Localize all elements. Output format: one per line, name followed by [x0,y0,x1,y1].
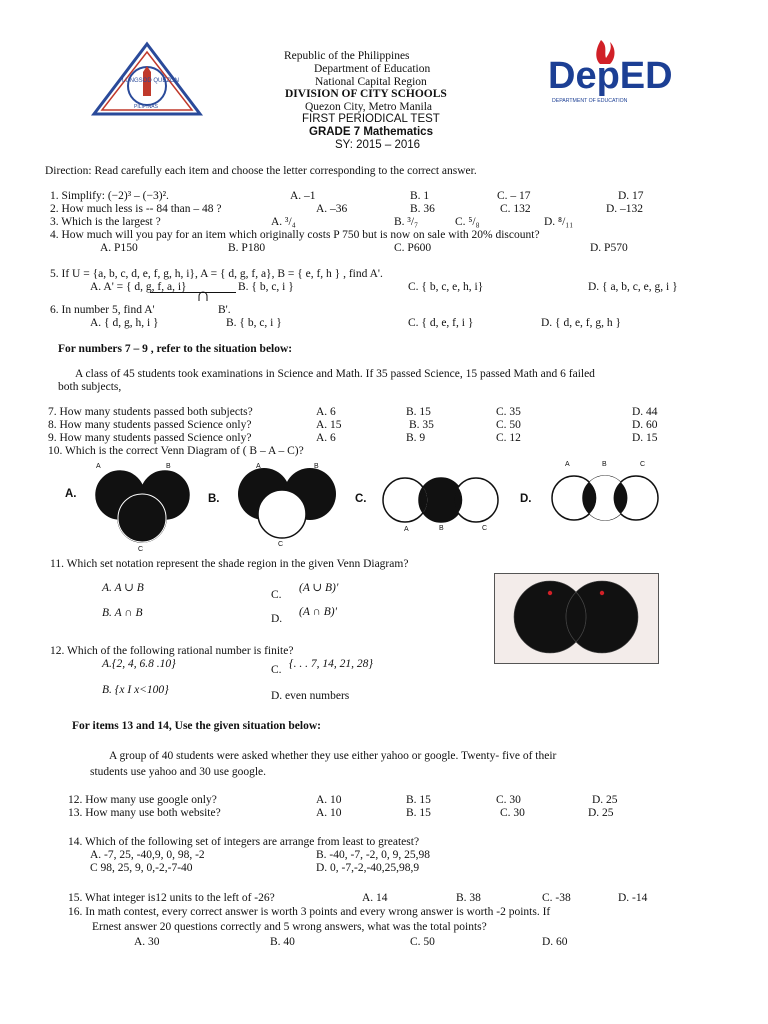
division-line: DIVISION OF CITY SCHOOLS [285,88,447,100]
q16-option-a[interactable]: A. 30 [134,936,160,948]
q12a-option-d[interactable]: D. even numbers [271,690,350,702]
q11-option-a[interactable] [102,582,144,595]
q6-option-d[interactable]: D. { d, e, f, g, h } [541,317,622,329]
q11-option-d-math: (A ∩ B)' [299,606,338,618]
q11-option-b-letter: B [102,607,110,619]
q12b-text: 12. How many use google only? [68,794,217,806]
q11-option-b[interactable] [102,607,142,620]
situation2-heading: For items 13 and 14, Use the given situation below: [72,720,321,732]
q2-text: 2. How much less is -- 84 than – 48 ? [50,203,222,215]
q15-option-c[interactable]: C. -38 [542,892,571,904]
quezon-city-seal-logo [92,42,202,116]
q2-option-d[interactable]: D. –132 [606,203,644,215]
q10-venn-c[interactable] [378,476,518,534]
venn-d-label-c: C [640,461,646,468]
q5-option-d[interactable]: D. { a, b, c, e, g, i } [588,281,678,293]
seal-top-text: LUNGSOD QUEZON [122,78,180,84]
q14-option-c[interactable]: C 98, 25, 9, 0,-2,-7-40 [90,862,193,874]
venn-d-label-a: A [565,461,570,468]
q11-option-a-math: . A ∪ B [109,582,144,594]
q15-option-a[interactable]: A. 14 [362,892,388,904]
region-line: National Capital Region [315,76,427,88]
q12a-option-b-letter: B [102,684,110,696]
q9-option-b[interactable]: B. 9 [406,432,426,444]
q10-option-c-label[interactable]: C. [355,493,367,505]
q7-option-b[interactable]: B. 15 [406,406,431,418]
q14-option-d[interactable]: D. 0, -7,-2,-40,25,98,9 [316,862,420,874]
venn-c-label-c: C [482,525,488,532]
q4-option-a[interactable]: A. P150 [100,242,138,254]
q12a-text: 12. Which of the following rational number is finite? [50,645,294,657]
q2-option-b[interactable]: B. 36 [410,203,435,215]
q12b-option-b[interactable]: B. 15 [406,794,431,806]
q12a-option-a[interactable] [102,658,176,671]
q16-option-d[interactable]: D. 60 [542,936,568,948]
venn-a-label-b: B [166,463,171,470]
seal-bottom-text: PILIPINAS [134,104,158,110]
q15-option-d[interactable]: D. -14 [618,892,648,904]
situation2-text-2: students use yahoo and 30 use google. [90,766,266,778]
city-line: Quezon City, Metro Manila [305,101,433,113]
q10-venn-b[interactable] [232,460,344,550]
q16-text-1: 16. In math contest, every correct answer is worth 3 points and every wrong answer is worth -2 points. If [68,906,551,918]
q5-underline [150,292,236,293]
q9-option-c[interactable]: C. 12 [496,432,521,444]
test-title: FIRST PERIODICAL TEST [302,113,440,125]
q6-text: 6. In number 5, find A' [50,304,155,316]
q12b-option-d[interactable]: D. 25 [592,794,618,806]
q12a-option-b[interactable] [102,684,169,697]
q3-text: 3. Which is the largest ? [50,216,161,228]
q10-option-d-label[interactable]: D. [520,493,532,505]
q9-option-a[interactable]: A. 6 [316,432,336,444]
q5-option-a[interactable]: A. A' = { d, g, f, a, i} [90,281,187,293]
q13-text: 13. How many use both website? [68,807,221,819]
q11-option-c[interactable]: C. [271,589,282,601]
q1-text: 1. Simplify: (−2)³ – (−3)². [50,190,169,202]
q13-option-c[interactable]: C. 30 [500,807,525,819]
q1-option-a[interactable]: A. –1 [290,190,316,202]
q15-text: 15. What integer is12 units to the left of -26? [68,892,275,904]
q11-marker-b [600,591,604,595]
school-year: SY: 2015 – 2016 [335,139,421,151]
q5-text: 5. If U = {a, b, c, d, e, f, g, h, i}, A = { d, g, f, a}, B = { e, f, h } , find A'. [50,268,383,280]
q14-option-a[interactable]: A. -7, 25, -40,9, 0, 98, -2 [90,849,205,861]
venn-c-label-a: A [404,526,409,533]
q10-option-b-label[interactable]: B. [208,493,220,505]
intersection-symbol-icon [198,291,208,301]
q11-option-a-letter: A [102,582,110,594]
q9-option-d[interactable]: D. 15 [632,432,658,444]
venn-c-label-b: B [439,525,444,532]
q8-option-b[interactable]: B. 35 [409,419,434,431]
department-line: Department of Education [314,63,431,75]
q9-text: 9. How many students passed Science only? [48,432,252,444]
q13-option-d[interactable]: D. 25 [588,807,614,819]
venn-d-label-b: B [602,461,607,468]
q13-option-a[interactable]: A. 10 [316,807,342,819]
q16-option-b[interactable]: B. 40 [270,936,295,948]
q3-option-b[interactable]: B. ³/₇ [394,216,419,228]
q3-option-c[interactable]: C. ⁵/₈ [455,216,480,228]
q8-text: 8. How many students passed Science only? [48,419,252,431]
q12a-option-a-math: .{2, 4, 6.8 .10} [109,658,176,670]
q4-option-d[interactable]: D. P570 [590,242,628,254]
q10-venn-a[interactable] [90,460,200,554]
q6-text-b: B'. [218,304,231,316]
q10-venn-d[interactable] [542,458,667,524]
grade-line: GRADE 7 Mathematics [309,126,433,138]
q3-option-d[interactable]: D. ⁸/₁₁ [544,216,574,228]
q5-option-c[interactable]: C. { b, c, e, h, i} [408,281,484,293]
q16-text-2: Ernest answer 20 questions correctly and 5 wrong answers, what was the total points? [92,921,487,933]
q6-option-c[interactable]: C. { d, e, f, i } [408,317,474,329]
q3-option-a[interactable]: A. ³/₄ [271,216,296,228]
situation1-heading: For numbers 7 – 9 , refer to the situation below: [58,343,293,355]
q2-option-c[interactable]: C. 132 [500,203,531,215]
deped-logo-sub: DEPARTMENT OF EDUCATION [552,98,628,104]
q13-option-b[interactable]: B. 15 [406,807,431,819]
q10-text: 10. Which is the correct Venn Diagram of ( B – A – C)? [48,445,304,457]
q12a-option-c[interactable]: C. [271,664,282,676]
situation1-text-1: A class of 45 students took examinations in Science and Math. If 35 passed Science, 15 passed Math and 6 failed [75,368,595,380]
q6-option-b[interactable]: B. { b, c, i } [226,317,282,329]
q4-option-b[interactable]: B. P180 [228,242,266,254]
q7-option-c[interactable]: C. 35 [496,406,521,418]
q14-option-b[interactable]: B. -40, -7, -2, 0, 9, 25,98 [316,849,431,861]
q2-option-a[interactable]: A. –36 [316,203,348,215]
q11-marker-a [548,591,552,595]
q11-text: 11. Which set notation represent the shade region in the given Venn Diagram? [50,558,409,570]
q10-option-a-label[interactable]: A. [65,488,77,500]
direction-text: Direction: Read carefully each item and choose the letter corresponding to the correct answer. [45,165,477,177]
q1-option-d[interactable]: D. 17 [618,190,644,202]
venn-b-label-c: C [278,541,284,548]
q4-text: 4. How much will you pay for an item which originally costs P 750 but is now on sale with 20% discount? [50,229,540,241]
q8-option-d[interactable]: D. 60 [632,419,658,431]
deped-logo-text: DepED [548,55,673,97]
q7-option-d[interactable]: D. 44 [632,406,658,418]
situation2-text-1: A group of 40 students were asked whether they use either yahoo or google. Twenty- five of their [109,750,557,762]
q11-option-c-math: (A ∪ B)' [299,582,339,594]
q11-venn-diagram [494,573,659,664]
q4-option-c[interactable]: C. P600 [394,242,432,254]
q12a-option-c-math: {. . . 7, 14, 21, 28} [289,658,373,670]
q14-text: 14. Which of the following set of integers are arrange from least to greatest? [68,836,420,848]
q1-option-c[interactable]: C. – 17 [497,190,531,202]
venn-a-label-c: C [138,546,144,553]
q15-option-b[interactable]: B. 38 [456,892,481,904]
q7-text: 7. How many students passed both subjects? [48,406,253,418]
situation1-text-2: both subjects, [58,381,122,393]
q11-option-b-math: . A ∩ B [109,607,143,619]
q16-option-c[interactable]: C. 50 [410,936,435,948]
q12b-option-a[interactable]: A. 10 [316,794,342,806]
q5-option-b[interactable]: B. { b, c, i } [238,281,294,293]
q8-option-c[interactable]: C. 50 [496,419,521,431]
q1-option-b[interactable]: B. 1 [410,190,430,202]
q7-option-a[interactable]: A. 6 [316,406,336,418]
republic-line: Republic of the Philippines [284,50,410,62]
venn-b-label-a: A [256,463,261,470]
venn-b-label-b: B [314,463,319,470]
q12b-option-c[interactable]: C. 30 [496,794,521,806]
q11-option-d[interactable]: D. [271,613,283,625]
q6-option-a[interactable]: A. { d, g, h, i } [90,317,159,329]
q12a-option-b-math: . {x I x<100} [109,684,169,696]
venn-a-label-a: A [96,463,101,470]
q12a-option-a-letter: A [102,658,110,670]
q8-option-a[interactable]: A. 15 [316,419,342,431]
deped-logo [546,36,676,106]
